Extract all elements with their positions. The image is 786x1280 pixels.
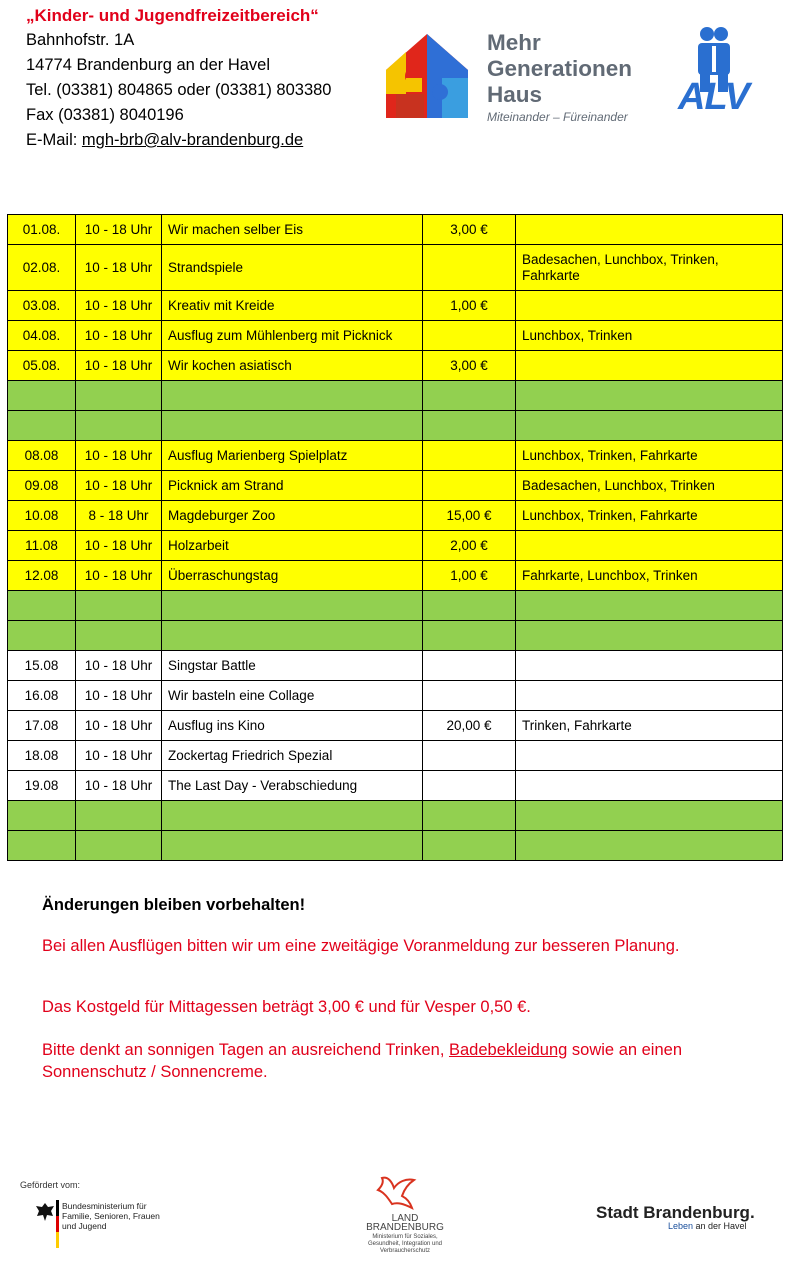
time-cell: 10 - 18 Uhr: [76, 771, 162, 801]
date-cell: [8, 591, 76, 621]
time-cell: [76, 621, 162, 651]
date-cell: 12.08: [8, 561, 76, 591]
price-cell: 1,00 €: [423, 291, 516, 321]
meal-cost-note: Das Kostgeld für Mittagessen beträgt 3,00 € und für Vesper 0,50 €.: [42, 998, 531, 1016]
time-cell: 10 - 18 Uhr: [76, 681, 162, 711]
phone-numbers: Tel. (03381) 804865 oder (03381) 803380: [26, 81, 332, 99]
schedule-row: [8, 741, 783, 771]
schedule-row: [8, 711, 783, 741]
price-cell: [423, 621, 516, 651]
trip-registration-note: Bei allen Ausflügen bitten wir um eine zweitägige Voranmeldung zur besseren Planung.: [42, 937, 680, 955]
mgh-logo-word-2: Generationen: [487, 56, 633, 81]
date-cell: 16.08: [8, 681, 76, 711]
alv-logo-text: ALV: [678, 76, 749, 118]
email-line: [26, 131, 303, 150]
brandenburg-eagle-logo: [374, 1172, 420, 1214]
activity-cell: Ausflug zum Mühlenberg mit Picknick: [162, 321, 423, 351]
price-cell: 2,00 €: [423, 531, 516, 561]
time-cell: 10 - 18 Uhr: [76, 291, 162, 321]
time-cell: 10 - 18 Uhr: [76, 321, 162, 351]
bring-items-cell: Fahrkarte, Lunchbox, Trinken: [516, 561, 783, 591]
price-cell: 20,00 €: [423, 711, 516, 741]
time-cell: 10 - 18 Uhr: [76, 561, 162, 591]
date-cell: 18.08: [8, 741, 76, 771]
date-cell: 09.08: [8, 471, 76, 501]
bring-items-cell: [516, 651, 783, 681]
bring-items-cell: [516, 215, 783, 245]
time-cell: 10 - 18 Uhr: [76, 215, 162, 245]
price-cell: 3,00 €: [423, 351, 516, 381]
federal-eagle-icon: [34, 1201, 56, 1223]
bring-items-cell: [516, 411, 783, 441]
bring-items-cell: Lunchbox, Trinken, Fahrkarte: [516, 441, 783, 471]
schedule-row: [8, 441, 783, 471]
activity-cell: [162, 381, 423, 411]
schedule-row: [8, 651, 783, 681]
mgh-logo-word-1: Mehr: [487, 30, 541, 55]
activity-cell: Holzarbeit: [162, 531, 423, 561]
activity-cell: [162, 831, 423, 861]
time-cell: [76, 411, 162, 441]
bmfsfj-label: Bundesministerium für Familie, Senioren, Frauen und Jugend: [62, 1201, 160, 1231]
price-cell: [423, 831, 516, 861]
bring-items-cell: [516, 291, 783, 321]
stadt-tag-leben: Leben: [668, 1221, 694, 1231]
price-cell: [423, 321, 516, 351]
mgh-house-logo: [384, 30, 470, 120]
time-cell: [76, 831, 162, 861]
schedule-row: [8, 621, 783, 651]
activity-cell: Wir basteln eine Collage: [162, 681, 423, 711]
price-cell: [423, 681, 516, 711]
bring-items-cell: Trinken, Fahrkarte: [516, 711, 783, 741]
email-label: E-Mail:: [26, 131, 82, 149]
fax-number: Fax (03381) 8040196: [26, 106, 184, 124]
bring-items-cell: Badesachen, Lunchbox, Trinken, Fahrkarte: [516, 245, 783, 291]
address-city: 14774 Brandenburg an der Havel: [26, 56, 271, 74]
schedule-row: [8, 501, 783, 531]
date-cell: [8, 801, 76, 831]
activity-cell: Magdeburger Zoo: [162, 501, 423, 531]
activity-cell: [162, 621, 423, 651]
schedule-row: [8, 321, 783, 351]
bring-items-cell: [516, 681, 783, 711]
date-cell: 01.08.: [8, 215, 76, 245]
schedule-row: [8, 471, 783, 501]
price-cell: [423, 591, 516, 621]
schedule-row: [8, 771, 783, 801]
schedule-row: [8, 215, 783, 245]
time-cell: 10 - 18 Uhr: [76, 441, 162, 471]
bring-items-cell: [516, 591, 783, 621]
sun-note-text-b: sowie an einen Sonnenschutz / Sonnencreme.: [42, 1041, 683, 1081]
bring-items-cell: Lunchbox, Trinken, Fahrkarte: [516, 501, 783, 531]
activity-cell: Zockertag Friedrich Spezial: [162, 741, 423, 771]
date-cell: 08.08: [8, 441, 76, 471]
date-cell: 11.08: [8, 531, 76, 561]
date-cell: 04.08.: [8, 321, 76, 351]
bring-items-cell: Badesachen, Lunchbox, Trinken: [516, 471, 783, 501]
time-cell: [76, 801, 162, 831]
date-cell: 10.08: [8, 501, 76, 531]
stadt-tag-havel: an der Havel: [693, 1221, 747, 1231]
date-cell: 03.08.: [8, 291, 76, 321]
bring-items-cell: [516, 831, 783, 861]
activity-cell: Picknick am Strand: [162, 471, 423, 501]
price-cell: [423, 771, 516, 801]
sun-protection-note: [42, 1039, 762, 1083]
price-cell: [423, 741, 516, 771]
activity-cell: Wir machen selber Eis: [162, 215, 423, 245]
activity-cell: Überraschungstag: [162, 561, 423, 591]
activity-cell: Wir kochen asiatisch: [162, 351, 423, 381]
activity-cell: Singstar Battle: [162, 651, 423, 681]
address-street: Bahnhofstr. 1A: [26, 31, 135, 49]
activity-cell: Kreativ mit Kreide: [162, 291, 423, 321]
sun-note-text-a: Bitte denkt an sonnigen Tagen an ausreichend Trinken,: [42, 1041, 449, 1059]
schedule-row: [8, 801, 783, 831]
mgh-logo-word-3: Haus: [487, 82, 543, 107]
activity-cell: The Last Day - Verabschiedung: [162, 771, 423, 801]
activity-cell: [162, 411, 423, 441]
activity-cell: Ausflug Marienberg Spielplatz: [162, 441, 423, 471]
email-link[interactable]: mgh-brb@alv-brandenburg.de: [81, 131, 304, 149]
stadt-brandenburg-logo: Stadt Brandenburg.: [596, 1203, 755, 1222]
price-cell: [423, 441, 516, 471]
bring-items-cell: [516, 771, 783, 801]
schedule-row: [8, 531, 783, 561]
date-cell: [8, 381, 76, 411]
land-logo-line-2: BRANDENBURG: [366, 1222, 444, 1233]
schedule-table: [7, 214, 783, 861]
schedule-row: [8, 381, 783, 411]
schedule-row: [8, 351, 783, 381]
bring-items-cell: [516, 621, 783, 651]
time-cell: [76, 381, 162, 411]
time-cell: 10 - 18 Uhr: [76, 245, 162, 291]
activity-cell: Ausflug ins Kino: [162, 711, 423, 741]
price-cell: 15,00 €: [423, 501, 516, 531]
price-cell: 3,00 €: [423, 215, 516, 245]
land-logo-line-1: LAND: [391, 1213, 419, 1224]
date-cell: 17.08: [8, 711, 76, 741]
activity-cell: [162, 591, 423, 621]
time-cell: 10 - 18 Uhr: [76, 741, 162, 771]
date-cell: [8, 831, 76, 861]
bring-items-cell: [516, 531, 783, 561]
german-flag-bar: [56, 1200, 59, 1248]
schedule-row: [8, 411, 783, 441]
schedule-body: [8, 215, 783, 861]
bring-items-cell: [516, 381, 783, 411]
date-cell: 15.08: [8, 651, 76, 681]
price-cell: [423, 471, 516, 501]
date-cell: 19.08: [8, 771, 76, 801]
date-cell: [8, 411, 76, 441]
time-cell: 10 - 18 Uhr: [76, 651, 162, 681]
price-cell: [423, 801, 516, 831]
date-cell: [8, 621, 76, 651]
date-cell: 05.08.: [8, 351, 76, 381]
bring-items-cell: [516, 351, 783, 381]
price-cell: 1,00 €: [423, 561, 516, 591]
schedule-row: [8, 831, 783, 861]
stadt-brandenburg-tagline: [668, 1221, 747, 1231]
mgh-logo-tagline: Miteinander – Füreinander: [487, 110, 628, 124]
schedule-row: [8, 591, 783, 621]
time-cell: 10 - 18 Uhr: [76, 531, 162, 561]
activity-cell: [162, 801, 423, 831]
time-cell: [76, 591, 162, 621]
swimwear-link[interactable]: Badebekleidung: [448, 1041, 568, 1059]
bring-items-cell: [516, 741, 783, 771]
header-title: „Kinder- und Jugendfreizeitbereich“: [26, 6, 319, 25]
time-cell: 10 - 18 Uhr: [76, 711, 162, 741]
schedule-row: [8, 561, 783, 591]
changes-notice: Änderungen bleiben vorbehalten!: [42, 896, 306, 914]
price-cell: [423, 381, 516, 411]
bring-items-cell: Lunchbox, Trinken: [516, 321, 783, 351]
funded-by-label: Gefördert vom:: [20, 1180, 81, 1190]
land-ministry-label: Ministerium für Soziales, Gesundheit, Integration und Verbraucherschutz: [367, 1234, 443, 1254]
price-cell: [423, 245, 516, 291]
schedule-row: [8, 291, 783, 321]
schedule-row: [8, 245, 783, 291]
bring-items-cell: [516, 801, 783, 831]
time-cell: 10 - 18 Uhr: [76, 471, 162, 501]
time-cell: 8 - 18 Uhr: [76, 501, 162, 531]
schedule-row: [8, 681, 783, 711]
price-cell: [423, 651, 516, 681]
time-cell: 10 - 18 Uhr: [76, 351, 162, 381]
date-cell: 02.08.: [8, 245, 76, 291]
activity-cell: Strandspiele: [162, 245, 423, 291]
price-cell: [423, 411, 516, 441]
